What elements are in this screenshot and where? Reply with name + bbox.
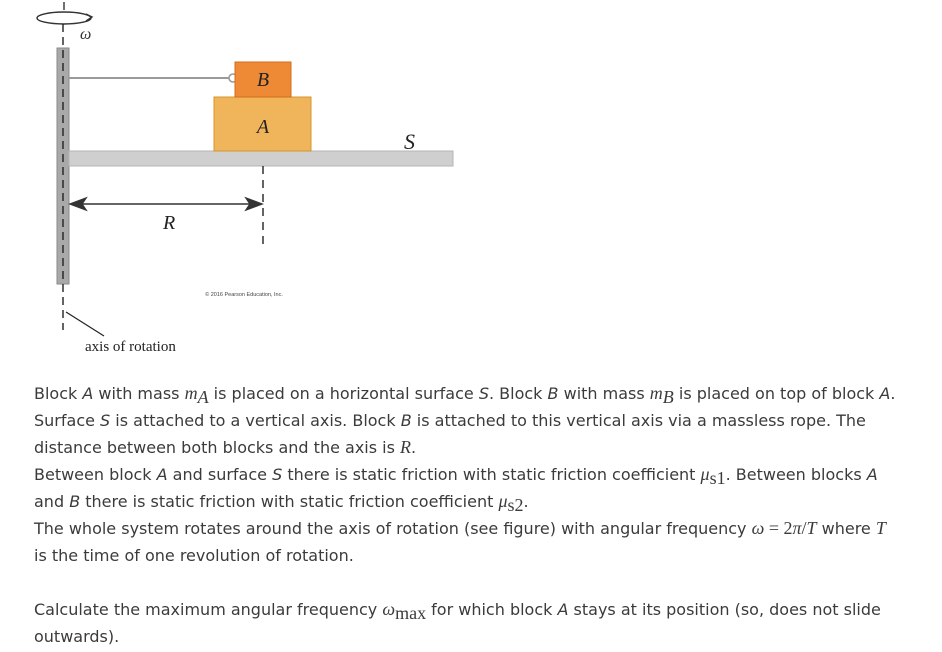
line-1: Block A with mass $m_A$ is placed on a horizontal surface S. Block B with mass $m_B$ is placed on top of block A. xyxy=(34,383,896,408)
block-a-label: A xyxy=(256,116,270,138)
copyright-text: © 2016 Pearson Education, Inc. xyxy=(205,292,283,298)
question xyxy=(34,596,914,650)
line-2: Surface S is attached to a vertical axis. Block B is attached to this vertical axis via a massless rope. The xyxy=(34,411,866,430)
surface-s xyxy=(69,151,453,166)
line-3: distance between both blocks and the axis is R. xyxy=(34,437,417,457)
block-b-label: B xyxy=(256,69,270,91)
omega-label: ω xyxy=(80,26,92,43)
problem-statement xyxy=(34,380,914,569)
radius-arrow xyxy=(70,198,262,210)
rotation-arrow-icon xyxy=(37,2,92,24)
question-line-1: Calculate the maximum angular frequency $\omega_{max}$ for which block A stays at its position (so, does not slide xyxy=(34,599,881,624)
line-7: is the time of one revolution of rotation. xyxy=(34,546,354,565)
line-6: The whole system rotates around the axis of rotation (see figure) with angular frequency ω = 2π/T where T xyxy=(34,518,886,538)
question-line-2: outwards). xyxy=(34,627,120,646)
surface-label: S xyxy=(404,129,415,154)
axis-label: axis of rotation xyxy=(85,339,176,355)
line-4: Between block A and surface S there is static friction with static friction coefficient $\mu_{s1}$. Between blocks A xyxy=(34,464,878,489)
axis-label-leader xyxy=(66,312,104,336)
radius-label: R xyxy=(163,212,176,234)
line-5: and B there is static friction with static friction coefficient $\mu_{s2}$. xyxy=(34,491,529,516)
